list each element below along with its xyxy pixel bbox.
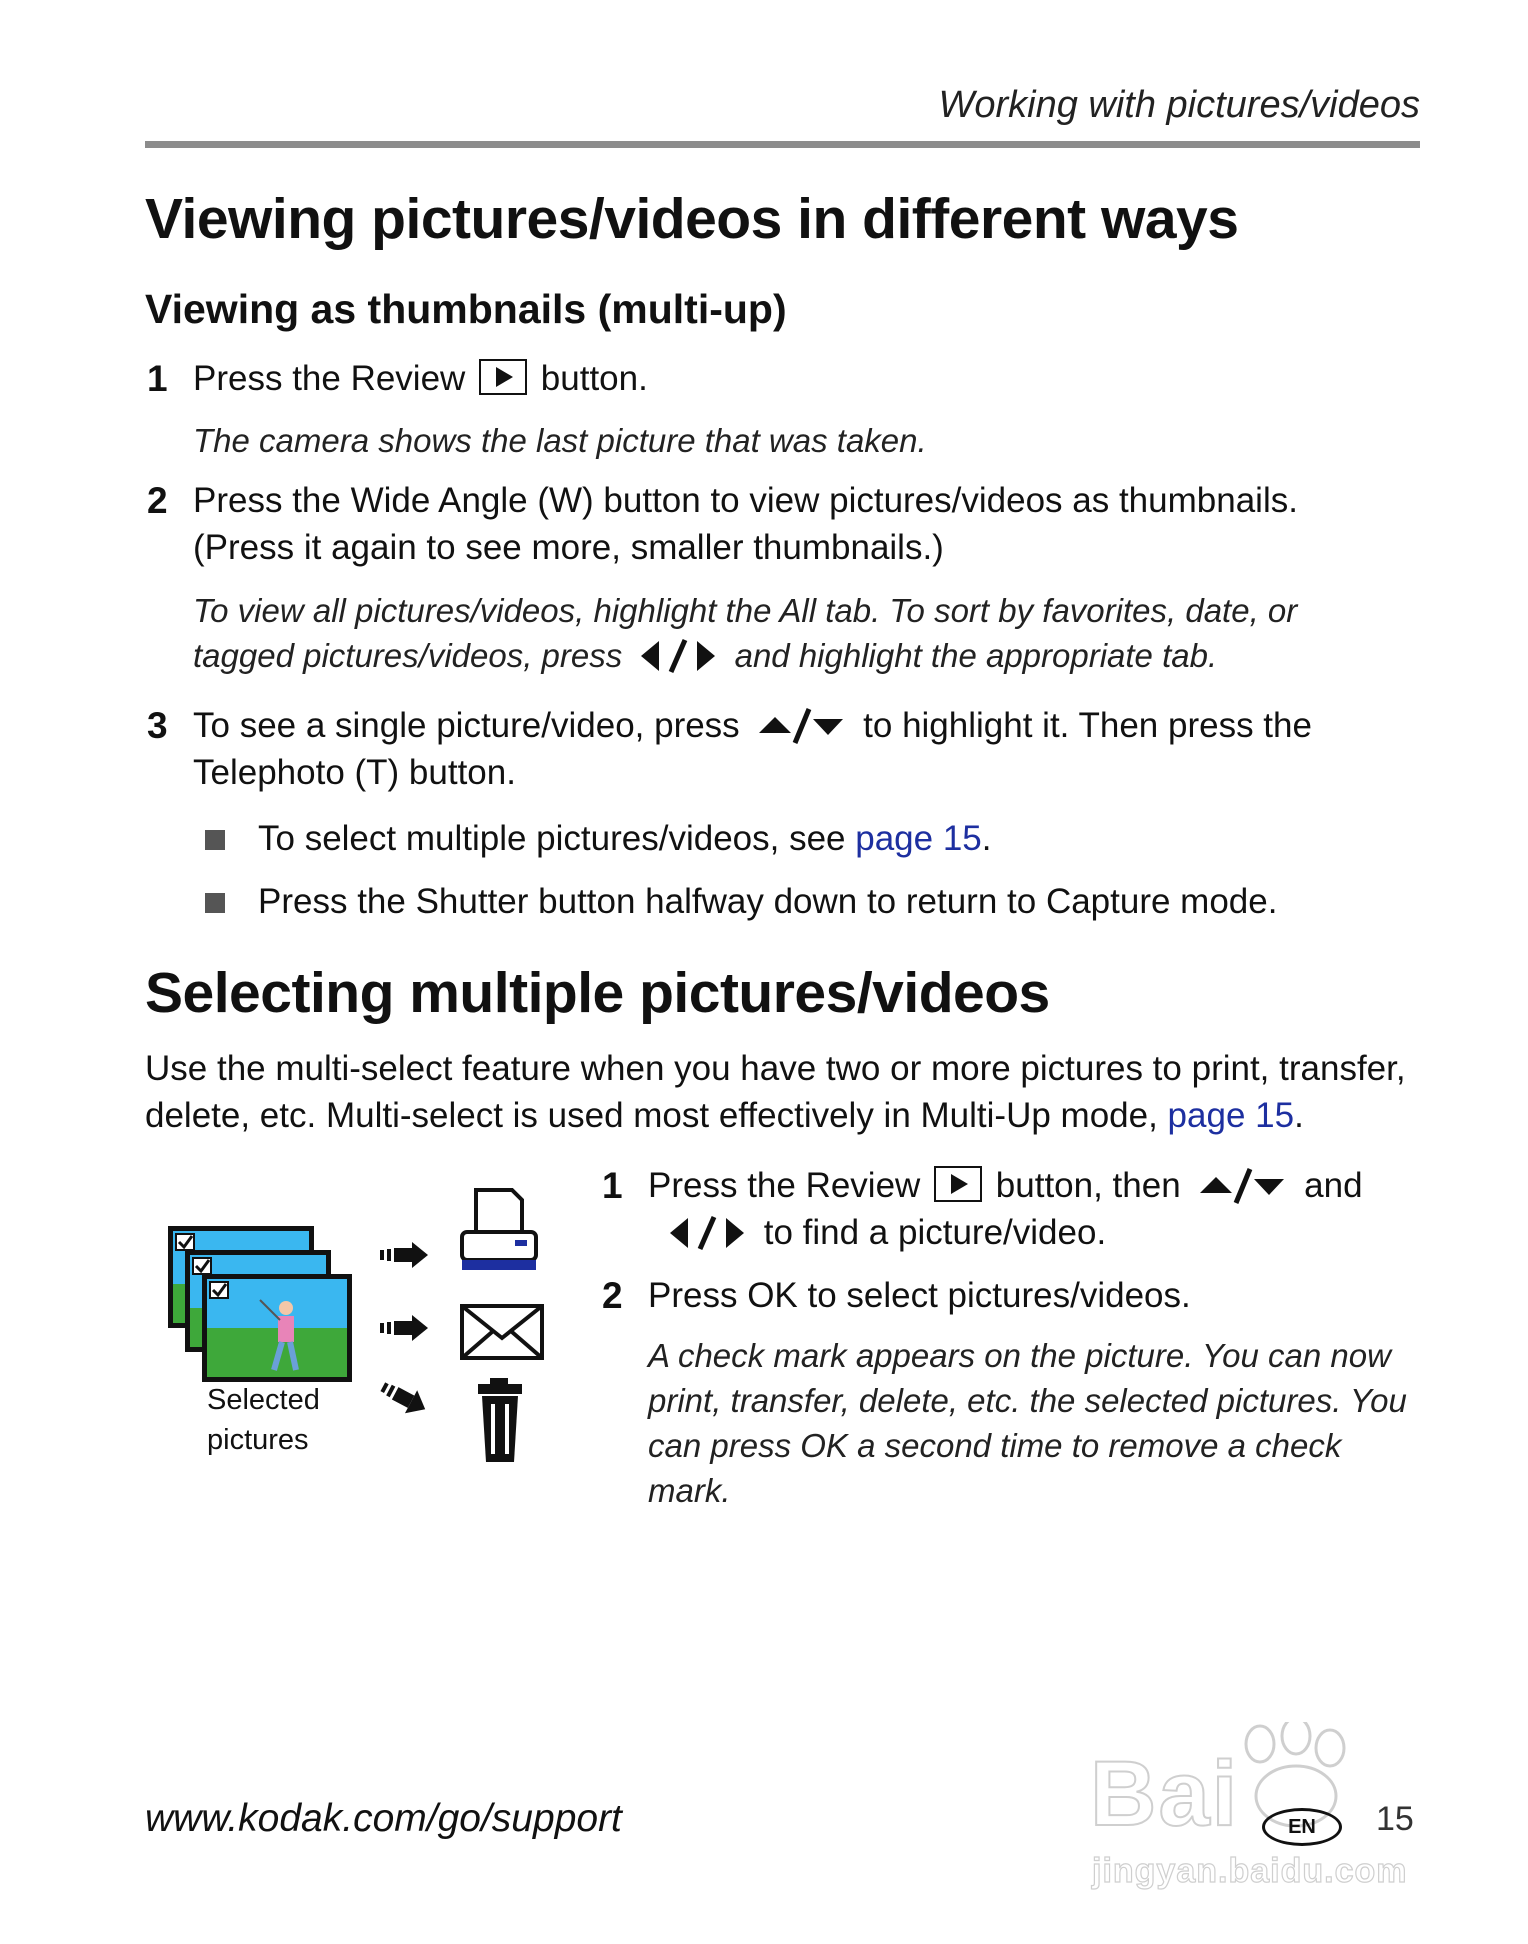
email-icon [462, 1306, 542, 1358]
step-text-part: and [1304, 1166, 1363, 1205]
bullet-text: Press the Shutter button halfway down to return to Capture mode. [258, 882, 1278, 921]
left-right-arrows-icon [666, 1214, 748, 1252]
running-header: Working with pictures/videos [938, 84, 1420, 126]
page-number: 15 [1376, 1800, 1414, 1838]
figure-caption-line: pictures [207, 1424, 309, 1456]
step-number: 3 [147, 705, 168, 746]
step-text-part: To see a single picture/video, press [193, 706, 740, 745]
up-down-arrows-icon [755, 707, 847, 745]
figure-caption [207, 1380, 320, 1460]
intro-text-part: . [1294, 1096, 1304, 1135]
baidu-watermark-url: jingyan.baidu.com [1092, 1852, 1408, 1890]
step-text-part: button. [540, 359, 648, 398]
step-text [193, 702, 1418, 796]
bullet-text [258, 815, 992, 862]
step-number: 1 [147, 358, 168, 399]
subsection-title-thumbnails: Viewing as thumbnails (multi-up) [145, 286, 787, 332]
thumbnail-front [202, 1274, 352, 1382]
review-play-icon [934, 1166, 982, 1202]
baidu-watermark: Bai [1090, 1743, 1240, 1845]
step-text: Press OK to select pictures/videos. [648, 1276, 1191, 1315]
review-play-icon [479, 359, 527, 395]
step-text [660, 1209, 1106, 1256]
step-note [193, 588, 1403, 678]
flow-arrow-icon [380, 1315, 428, 1341]
flow-arrow-icon [380, 1242, 428, 1268]
figure-caption-line: Selected [207, 1384, 320, 1416]
bullet-marker [205, 893, 225, 913]
intro-text-part: Use the multi-select feature when you have two or more pictures to print, transfer, delete, etc. Multi-select is used most effectively in Multi-Up mode, [145, 1049, 1406, 1135]
section-title-viewing: Viewing pictures/videos in different ways [145, 187, 1239, 251]
step-note: The camera shows the last picture that was taken. [193, 422, 927, 459]
bullet-text-part: To select multiple pictures/videos, see [258, 819, 846, 858]
step-text-part: Press the Review [193, 359, 466, 398]
step-text-part: Press the Review [648, 1166, 921, 1205]
left-right-arrows-icon [637, 637, 719, 675]
step-text-part: to find a picture/video. [763, 1213, 1107, 1252]
step-number: 1 [602, 1165, 623, 1206]
header-rule [145, 141, 1420, 148]
language-badge: EN [1262, 1808, 1342, 1846]
step-note-part: To view all pictures/videos, highlight the All tab. To sort by favorites, date, or tagged pictures/videos, press [193, 592, 1298, 674]
section-title-selecting: Selecting multiple pictures/videos [145, 961, 1050, 1025]
step-text-part: button, then [995, 1166, 1181, 1205]
page-link[interactable]: page 15 [855, 819, 982, 858]
flow-arrow-icon [377, 1375, 432, 1420]
step-number: 2 [602, 1275, 623, 1316]
step-note: A check mark appears on the picture. You can now print, transfer, delete, etc. the selected pictures. You can press OK a second time to remove a check mark. [648, 1337, 1407, 1509]
bullet-text-part: . [981, 819, 992, 858]
bullet-marker [205, 830, 225, 850]
step-text [648, 1162, 1363, 1209]
step-text [193, 355, 648, 402]
step-note-part: and highlight the appropriate tab. [734, 637, 1218, 674]
step-text-part: to highlight it. Then press the Telephoto (T) button. [193, 706, 1312, 792]
step-number: 2 [147, 480, 168, 521]
support-url: www.kodak.com/go/support [145, 1797, 622, 1840]
print-icon [462, 1190, 536, 1270]
page-link[interactable]: page 15 [1167, 1096, 1295, 1135]
up-down-arrows-icon [1196, 1167, 1288, 1205]
step-text: Press the Wide Angle (W) button to view pictures/videos as thumbnails. (Press it again to see more, smaller thumbnails.) [193, 481, 1298, 567]
trash-icon [478, 1378, 522, 1462]
section-intro [145, 1045, 1425, 1139]
